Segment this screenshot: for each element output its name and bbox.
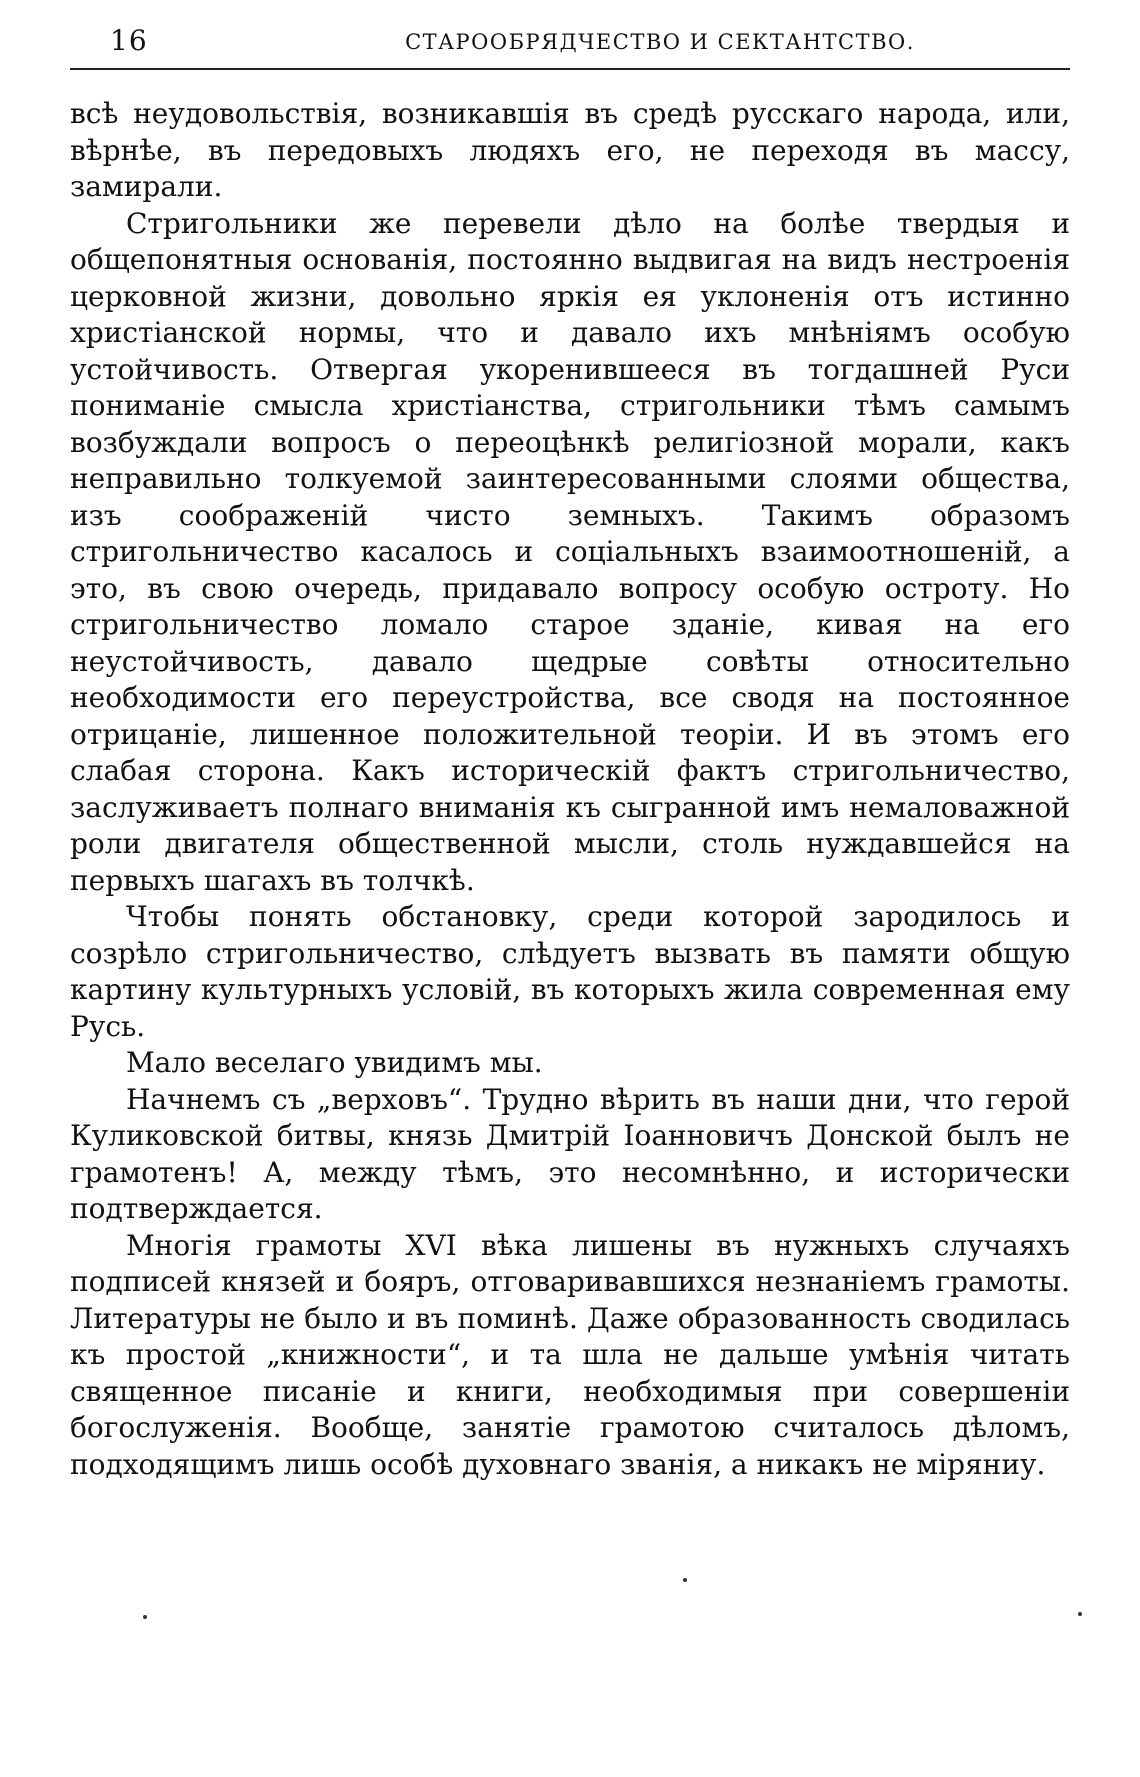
- running-head: [70, 18, 1070, 70]
- paragraph: Многія грамоты XVI вѣка лишены въ нужныхъ случаяхъ подписей князей и бояръ, отговаривавшихся незнаніемъ грамоты. Литературы не было и въ поминѣ. Даже образованность сводилась къ простой „книжности“, и та шла не дальше умѣнія читать священное писаніе и книги, необходимыя при совершеніи богослуженія. Вообще, занятіе грамотою считалось дѣломъ, подходящимъ лишь особѣ духовнаго званія, а никакъ не міряниу.: [70, 1228, 1070, 1481]
- print-speck: [1078, 1612, 1082, 1616]
- body-text: [70, 96, 1070, 1483]
- paragraph-continuation: всѣ неудовольствія, возникавшія въ средѣ русскаго народа, или, вѣрнѣе, въ передовыхъ людяхъ его, не переходя въ массу, замирали.: [70, 97, 1070, 203]
- print-speck: [143, 1615, 147, 1619]
- paragraph: Начнемъ съ „верховъ“. Трудно вѣрить въ наши дни, что герой Куликовской битвы, князь Дмитрій Іоанновичъ Донской былъ не грамотенъ! А, между тѣмъ, это несомнѣнно, и исторически подтверждается.: [70, 1082, 1070, 1225]
- paragraph: Стригольники же перевели дѣло на болѣе твердыя и общепонятныя основанія, постоянно выдвигая на видъ нестроенія церковной жизни, довольно яркія ея уклоненія отъ истинно христіанской нормы, что и давало ихъ мнѣніямъ особую устойчивость. Отвергая укоренившееся въ тогдашней Руси пониманіе смысла христіанства, стригольники тѣмъ самымъ возбуждали вопросъ о переоцѣнкѣ религіозной морали, какъ неправильно толкуемой заинтересованными слоями общества, изъ соображеній чисто земныхъ. Такимъ образомъ стригольничество касалось и соціальныхъ взаимоотношеній, а это, въ свою очередь, придавало вопросу особую остроту. Но стригольничество ломало старое зданіе, кивая на его неустойчивость, давало щедрые совѣты относительно необходимости его переустройства, все сводя на постоянное отрицаніе, лишенное положительной теоріи. И въ этомъ его слабая сторона. Какъ историческій фактъ стригольничество, заслуживаетъ полнаго вниманія къ сыгранной имъ немаловажной роли двигателя общественной мысли, столь нуждавшейся на первыхъ шагахъ въ толчкѣ.: [70, 206, 1070, 897]
- print-speck: [683, 1578, 687, 1582]
- running-title: СТАРООБРЯДЧЕСТВО И СЕКТАНТСТВО.: [405, 30, 915, 54]
- page-number: 16: [110, 24, 148, 57]
- paragraph: Чтобы понять обстановку, среди которой зародилось и созрѣло стригольничество, слѣдуетъ вызвать въ памяти общую картину культурныхъ условій, въ которыхъ жила современная ему Русь.: [70, 900, 1070, 1043]
- paragraph: Мало веселаго увидимъ мы.: [126, 1046, 543, 1079]
